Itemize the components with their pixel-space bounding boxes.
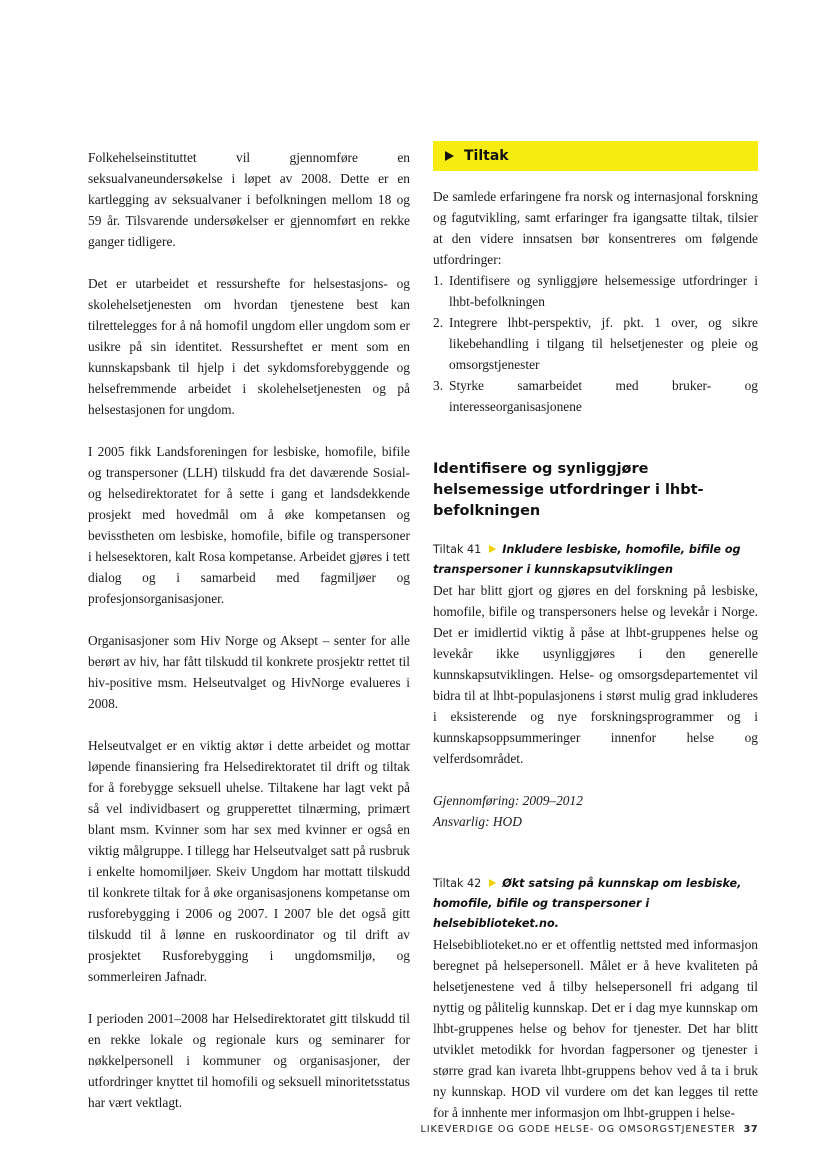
measure-meta-41 (433, 790, 758, 832)
running-title: LIKEVERDIGE OG GODE HELSE- OG OMSORGSTJENESTER (420, 1124, 736, 1135)
list-item (433, 375, 758, 417)
measure-label: Tiltak 42 (433, 877, 482, 890)
triangle-bullet-icon (489, 879, 496, 887)
list-item-text: Styrke samarbeidet med bruker- og interesseorganisasjonene (449, 378, 758, 414)
measure-label: Tiltak 41 (433, 543, 482, 556)
right-column (433, 141, 758, 1123)
challenge-list (433, 270, 758, 417)
responsible-party: Ansvarlig: HOD (433, 814, 522, 829)
tiltak-highlight-box (433, 141, 758, 171)
tiltak-box-title: Tiltak (464, 148, 509, 164)
triangle-bullet-icon (489, 545, 496, 553)
paragraph-perioden: I perioden 2001–2008 har Helsedirektoratet gitt tilskudd til en rekke lokale og regionale kurs og seminarer for nøkkelpersonell i kommuner og organisasjoner, der utfordringer knyttet til homofili og seksuell minoritetsstatus har vært vektlagt. (88, 1011, 410, 1110)
spacer (433, 832, 758, 874)
list-item-text: Identifisere og synliggjøre helsemessige utfordringer i lhbt-befolkningen (449, 273, 758, 309)
page-footer (420, 1124, 758, 1135)
list-item (433, 270, 758, 312)
section-heading: Identifisere og synliggjøre helsemessige utfordringer i lhbt-befolkningen (433, 461, 704, 519)
play-arrow-icon (445, 151, 454, 161)
measure-title: Økt satsing på kunnskap om lesbiske, homofile, bifile og transpersoner i helsebiblioteket.no. (433, 877, 742, 930)
paragraph-organisasjoner: Organisasjoner som Hiv Norge og Aksept – senter for alle berørt av hiv, har fått tilskudd til konkrete prosjektr rettet til hiv-positive msm. Helseutvalget og HivNorge evalueres i 2008. (88, 633, 410, 711)
list-item-number: 2. (433, 315, 444, 330)
tiltak-intro: De samlede erfaringene fra norsk og internasjonal forskning og fagutvikling, samt erfaringer fra igangsatte tiltak, tilsier at den videre innsatsen bør konsentreres om følgende utfordringer: (433, 189, 758, 267)
measure-heading-41 (433, 540, 758, 580)
measure-body-42: Helsebiblioteket.no er et offentlig nettsted med informasjon beregnet på helsepersonell. Målet er å heve kvaliteten på helsetjenestene ved å tilby helsepersonell fri adgang til nyttig og pålitelig kunnskap. Det er i dag mye kunnskap om lhbt-gruppenes helse og behov for tjenester. Det har blitt utviklet metodikk for hvordan fagpersoner og tjenester i større grad kan ivareta lhbt-gruppens behov ved å ta i bruk ny kunnskap. HOD vil vurdere om det kan legges til rette for å innhente mer informasjon om lhbt-gruppen i helse- (433, 937, 758, 1120)
list-item-number: 3. (433, 378, 444, 393)
paragraph-helseutvalget: Helseutvalget er en viktig aktør i dette arbeidet og mottar løpende finansiering fra Helsedirektoratet til drift og tiltak for å forebygge seksuell uhelse. Tiltakene har lagt vekt på så vel individbasert og grupperettet tilnærming, primært blant msm. Kvinner som har sex med kvinner er også en viktig målgruppe. I tillegg har Helseutvalget satt på rusbruk i enkelte homomiljøer. Skeiv Ungdom har mottatt tilskudd til konkrete tiltak for å øke organisasjonens kompetanse om rusforebygging i 2006 og 2007. I 2007 ble det også gitt tilskudd til å lønne en ruskoordinator og til drift av prosjektet Rusforebygging i ungdomsmiljø, og sommerleiren Jafnadr. (88, 738, 410, 984)
measure-body-41: Det har blitt gjort og gjøres en del forskning på lesbiske, homofile, bifile og transpersoners helse og levekår i Norge. Det er imidlertid viktig å påse at lhbt-gruppenes helse og levekår ikke usynliggjøres i den generelle kunnskapsutviklingen. Helse- og omsorgsdepartementet vil bidra til at lhbt-populasjonens i størst mulig grad inkluderes i eksisterende og nye forskningsprogrammer og i kunnskapsoppsummeringer innenfor helse og velferdsområdet. (433, 583, 758, 766)
paragraph-ressurshefte: Det er utarbeidet et ressurshefte for helsestasjons- og skolehelsetjenesten om hvordan tjenestene best kan tilrettelegges for å nå homofil ungdom eller ungdom som er usikre på sin identitet. Ressursheftet er ment som en kunnskapsbank til hjelp i det sykdomsforebyggende og helsefremmende arbeidet i skolehelsetjenesten og på helsestasjonen for ungdom. (88, 276, 410, 417)
list-item-number: 1. (433, 273, 444, 288)
list-item-text: Integrere lhbt-perspektiv, jf. pkt. 1 over, og sikre likebehandling i tilgang til helsetjenester og pleie og omsorgstjenester (449, 315, 758, 372)
measure-title: Inkludere lesbiske, homofile, bifile og transpersoner i kunnskapsutviklingen (433, 543, 741, 576)
list-item (433, 312, 758, 375)
paragraph-folkehelseinstituttet: Folkehelseinstituttet vil gjennomføre en seksualvaneundersøkelse i løpet av 2008. Dette er en kartlegging av seksualvaner i befolkningen mellom 18 og 59 år. Tilsvarende undersøkelser er gjennomført en rekke ganger tidligere. (88, 150, 410, 249)
measure-heading-42 (433, 874, 758, 934)
left-column (88, 147, 410, 1113)
paragraph-llh: I 2005 fikk Landsforeningen for lesbiske, homofile, bifile og transpersoner (LLH) tilskudd fra det daværende Sosial- og helsedirektoratet for å sette i gang et landsdekkende prosjekt med hovedmål om å øke kompetansen og bevisstheten om lesbiske, homofile, bifile og transpersoner i helsesektoren, kalt Rosa kompetanse. Arbeidet gjøres i tett dialog og i samarbeid med fagmiljøer og profesjonsorganisasjoner. (88, 444, 410, 606)
page-number: 37 (743, 1124, 758, 1135)
implementation-period: Gjennomføring: 2009–2012 (433, 793, 583, 808)
